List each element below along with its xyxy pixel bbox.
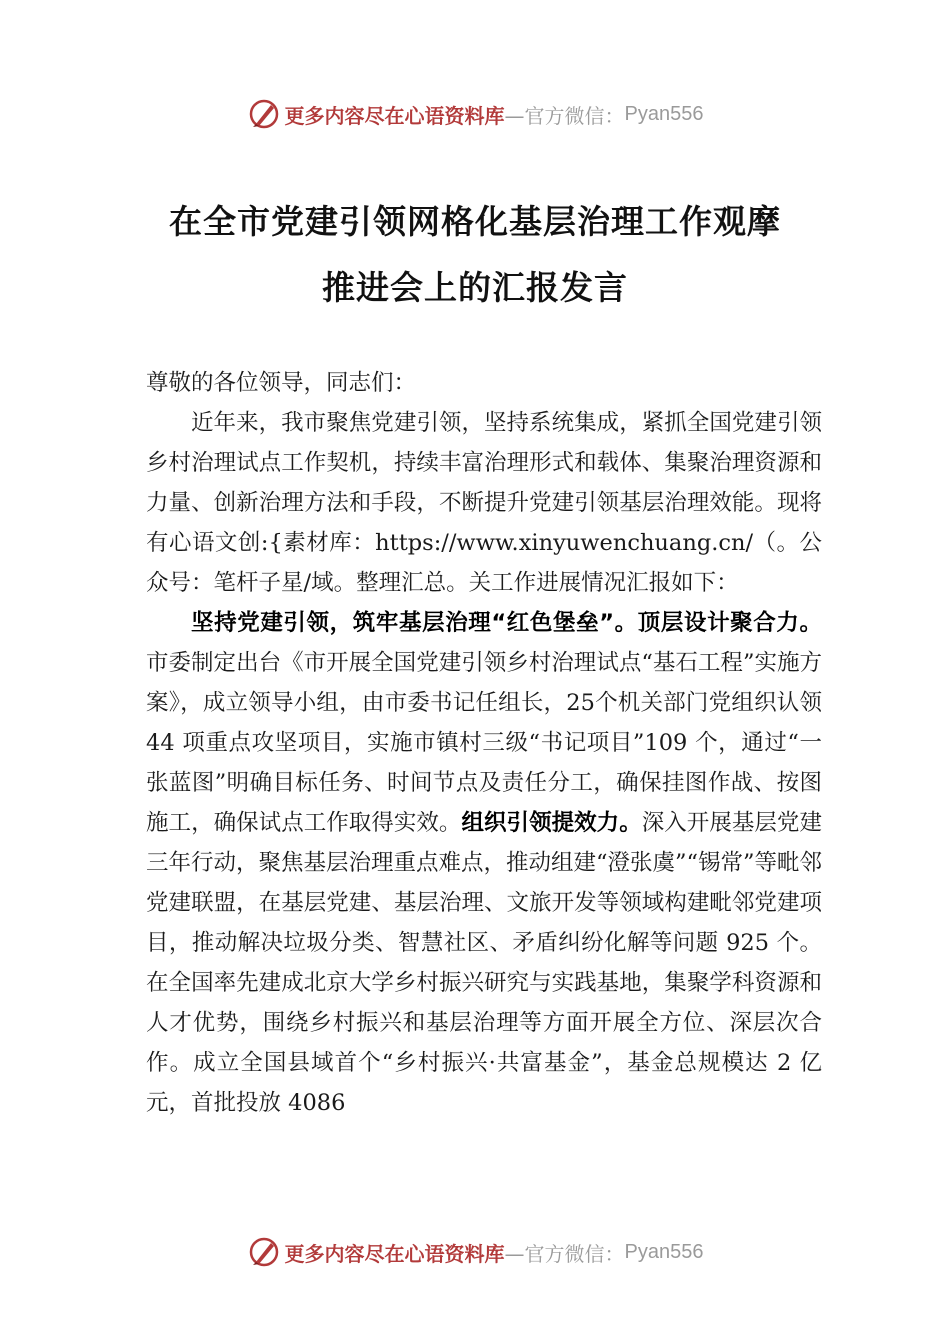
document-title-line1: 在全市党建引领网格化基层治理工作观摩 — [169, 202, 781, 241]
watermark-banner-top — [0, 94, 950, 134]
pen-logo-icon — [247, 1235, 281, 1269]
watermark-banner-bottom — [0, 1232, 950, 1272]
watermark-gray-text: —官方微信： — [504, 103, 625, 128]
heading-organization-leadership: 组织引领提效力。 — [461, 810, 642, 836]
document-title-line2: 推进会上的汇报发言 — [322, 268, 628, 307]
paragraph-organization: 深入开展基层党建三年行动，聚焦基层治理重点难点，推动组建“澄张虞”“锡常”等毗邻党建联盟，在基层党建、基层治理、文旅开发等领域构建毗邻党建项目，推动解决垃圾分类、智慧社区、矛盾纠纷化解等问题 925 个。在全国率先建成北京大学乡村振兴研究与实践基地，集聚学科资源和人才优势，围绕乡村振兴和基层治理等方面开展全方位、深层次合作。成立全国县域首个“乡村振兴·共富基金”，基金总规模达 2 亿元，首批投放 4086 — [146, 810, 823, 1116]
watermark-red-text: 更多内容尽在心语资料库 — [284, 103, 505, 128]
watermark-red-text: 更多内容尽在心语资料库 — [284, 1241, 505, 1266]
paragraph-top-design: 市委制定出台《市开展全国党建引领乡村治理试点“基石工程”实施方案》，成立领导小组，由市委书记任组长，25个机关部门党组织认领 44 项重点攻坚项目，实施市镇村三级“书记项目”109 个，通过“一张蓝图”明确目标任务、时间节点及责任分工，确保挂图作战、按图施工，确保试点工作取得实效。 — [146, 650, 822, 836]
pen-logo-icon — [247, 97, 281, 131]
watermark-wechat-id: Pyan556 — [624, 1240, 704, 1263]
heading-party-leadership: 坚持党建引领，筑牢基层治理“红色堡垒”。顶层设计聚合力。 — [191, 610, 822, 636]
salutation: 尊敬的各位领导，同志们： — [146, 370, 417, 396]
document-body — [146, 363, 822, 1123]
paragraph-intro: 近年来，我市聚焦党建引领，坚持系统集成，紧抓全国党建引领乡村治理试点工作契机，持续丰富治理形式和载体、集聚治理资源和力量、创新治理方法和手段，不断提升党建引领基层治理效能。现将有心语文创:{素材库：https://www.xinyuwenchuang.cn/（。公众号：笔杆子星/域。整理汇总。关工作进展情况汇报如下： — [146, 410, 822, 596]
watermark-gray-text: —官方微信： — [504, 1241, 625, 1266]
paragraph-section-1 — [146, 603, 822, 1123]
watermark-wechat-id: Pyan556 — [624, 102, 704, 125]
